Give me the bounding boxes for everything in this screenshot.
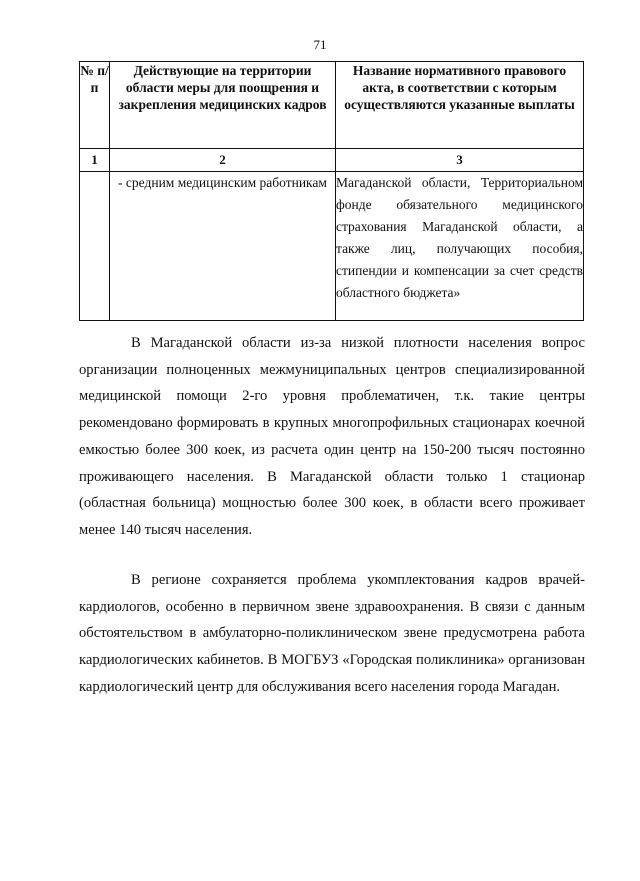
column-numbers-row <box>80 149 584 172</box>
paragraph-cardiology-staffing: В регионе сохраняется проблема укомплектования кадров врачей-кардиологов, особенно в первичном звене здравоохранения. В связи с данным обстоятельством в амбулаторно-поликлиническом звене предусмотрена работа кардиологических кабинетов. В МОГБУЗ «Городская поликлиника» организован кардиологический центр для обслуживания всего населения города Магадан. <box>79 572 585 695</box>
header-legal-act: Название нормативного правового акта, в соответствии с которым осуществляются указанные выплаты <box>336 62 584 149</box>
row-act-cell: Магаданской области, Территориальном фонде обязательного медицинского страхования Магаданской области, а также лиц, получающих пособия, стипендии и компенсации за счет средств областного бюджета» <box>336 172 584 321</box>
paragraph-hospital-capacity: В Магаданской области из-за низкой плотности населения вопрос организации полноценных межмуниципальных центров специализированной медицинской помощи 2-го уровня проблематичен, т.к. такие центры рекомендовано формировать в крупных многопрофильных стационарах коечной емкостью более 300 коек, из расчета один центр на 150-200 тысяч постоянно проживающего населения. В Магаданской области только 1 стационар (областная больница) мощностью более 300 коек, в области всего проживает менее 140 тысяч населения. <box>79 335 585 538</box>
row-number-cell <box>80 172 110 321</box>
table-header-row <box>80 62 584 149</box>
column-number-2: 2 <box>110 149 336 172</box>
page-number: 71 <box>313 37 327 52</box>
measures-table <box>79 61 584 321</box>
header-number: № п/п <box>80 62 110 149</box>
column-number-3: 3 <box>336 149 584 172</box>
row-measure-cell: - средним медицинским работникам <box>110 172 336 321</box>
column-number-1: 1 <box>80 149 110 172</box>
table-row <box>80 172 584 321</box>
header-measures: Действующие на территории области меры для поощрения и закрепления медицинских кадров <box>110 62 336 149</box>
